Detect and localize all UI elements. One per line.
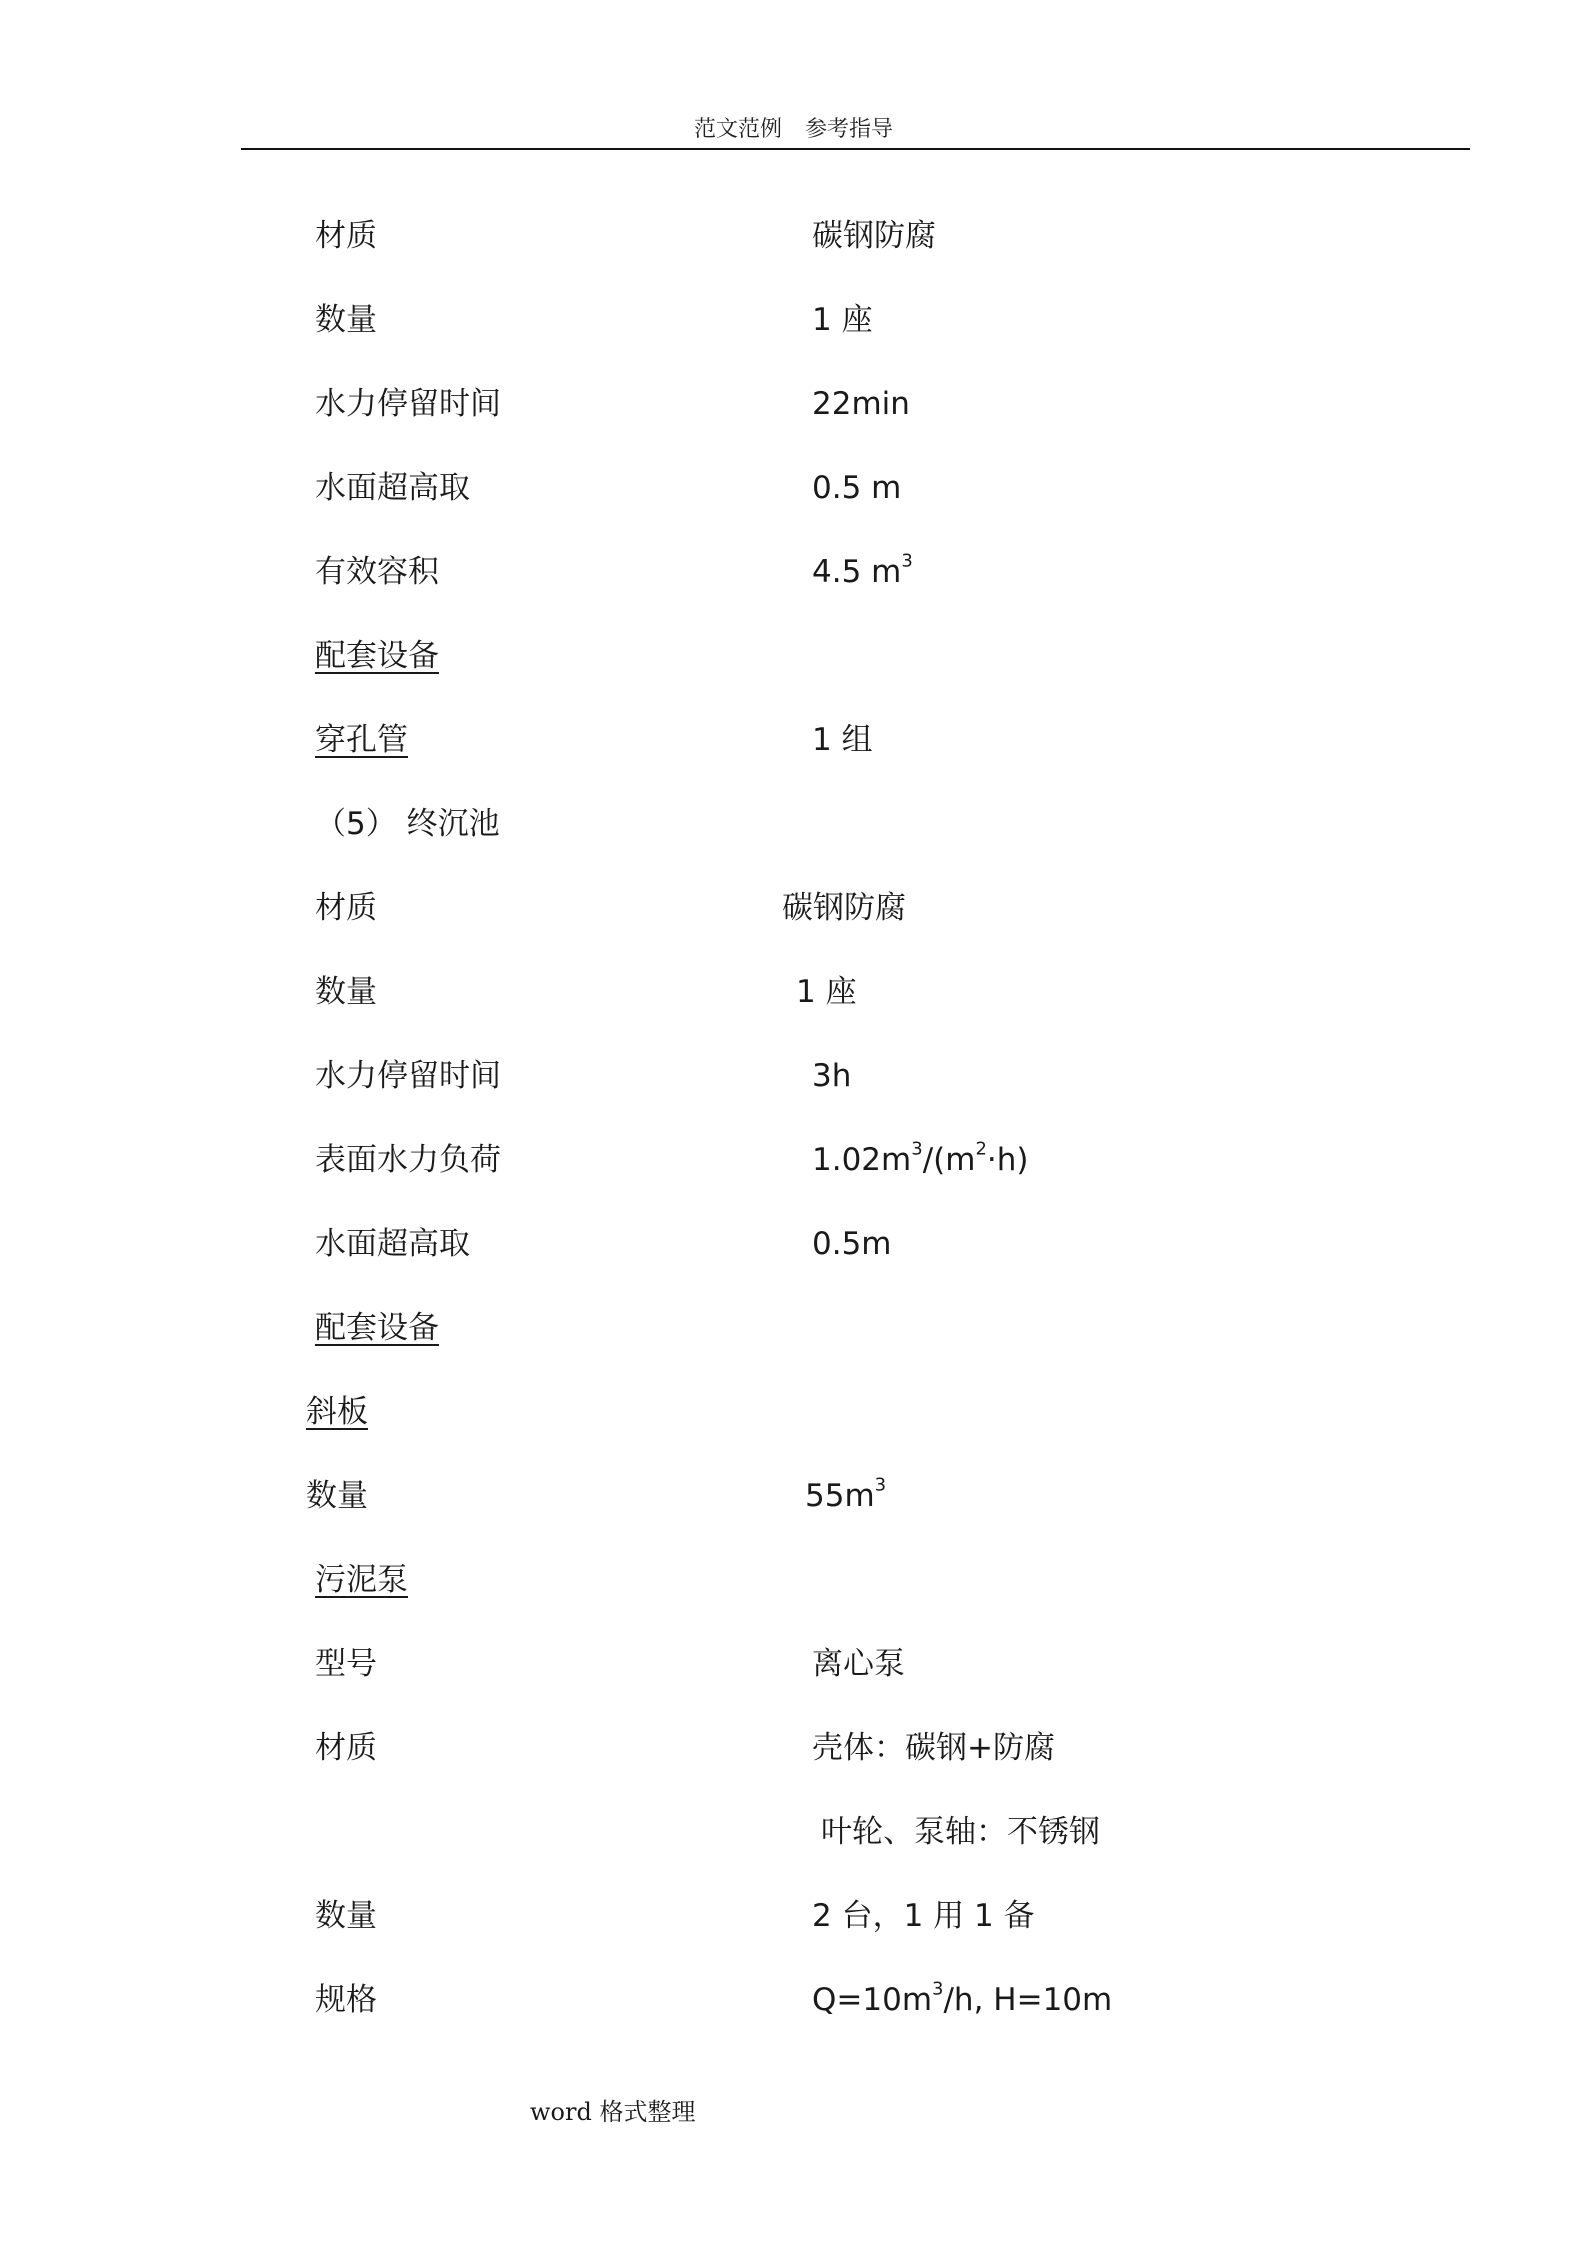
row-label: 材质 — [315, 218, 377, 254]
section-label: 配套设备 — [315, 1310, 439, 1346]
value-text: /h, H=10m — [943, 1982, 1113, 2018]
row-value — [812, 552, 913, 592]
value-text: ·h) — [986, 1142, 1029, 1178]
section-label: 配套设备 — [315, 638, 439, 674]
header-right-text: 参考指导 — [805, 117, 894, 142]
section-label: 穿孔管 — [315, 722, 408, 758]
row-value: 2 台，1 用 1 备 — [812, 1898, 1035, 1934]
row-value — [812, 1980, 1112, 2020]
superscript: 3 — [874, 1474, 887, 1496]
row-label: 数量 — [315, 1898, 377, 1934]
value-text: Q=10m — [812, 1982, 933, 2018]
superscript: 3 — [901, 550, 913, 572]
row-value — [812, 1140, 1029, 1180]
row-label: 数量 — [315, 974, 377, 1010]
row-label: 数量 — [315, 302, 377, 338]
row-label: 规格 — [315, 1982, 377, 2018]
row-value: 碳钢防腐 — [812, 218, 936, 254]
row-label: 材质 — [315, 890, 377, 926]
section-label: 污泥泵 — [315, 1562, 408, 1598]
row-value: 碳钢防腐 — [782, 890, 906, 926]
row-value: 1 座 — [796, 974, 857, 1010]
row-value: 1 座 — [812, 302, 873, 338]
row-value: 3h — [812, 1058, 852, 1094]
row-label: 材质 — [315, 1730, 377, 1766]
page-header — [0, 112, 1587, 143]
value-text: 55m — [805, 1478, 875, 1514]
row-label: 数量 — [306, 1478, 368, 1514]
row-value: 1 组 — [812, 722, 873, 758]
superscript: 3 — [932, 1978, 944, 2000]
value-text: 1.02m — [812, 1142, 912, 1178]
row-value: 22min — [812, 386, 910, 422]
row-value: 叶轮、泵轴：不锈钢 — [821, 1814, 1100, 1850]
value-text: 4.5 m — [812, 554, 902, 590]
row-value: 0.5m — [812, 1226, 892, 1262]
row-value: 0.5 m — [812, 470, 902, 506]
superscript: 3 — [911, 1138, 923, 1160]
superscript: 2 — [975, 1138, 987, 1160]
section-label: 斜板 — [306, 1394, 368, 1430]
row-value: 离心泵 — [812, 1646, 905, 1682]
section-heading: （5） 终沉池 — [315, 806, 500, 842]
row-label: 水面超高取 — [315, 470, 470, 506]
header-rule — [241, 148, 1470, 150]
row-label: 水力停留时间 — [315, 1058, 501, 1094]
row-label: 型号 — [315, 1646, 377, 1682]
row-label: 水面超高取 — [315, 1226, 470, 1262]
row-value: 壳体：碳钢+防腐 — [812, 1730, 1055, 1766]
page-footer: word 格式整理 — [530, 2098, 696, 2126]
value-text: /(m — [922, 1142, 976, 1178]
row-label: 有效容积 — [315, 554, 439, 590]
row-label: 水力停留时间 — [315, 386, 501, 422]
header-left-text: 范文范例 — [693, 117, 782, 142]
row-label: 表面水力负荷 — [315, 1142, 501, 1178]
row-value — [805, 1476, 886, 1516]
